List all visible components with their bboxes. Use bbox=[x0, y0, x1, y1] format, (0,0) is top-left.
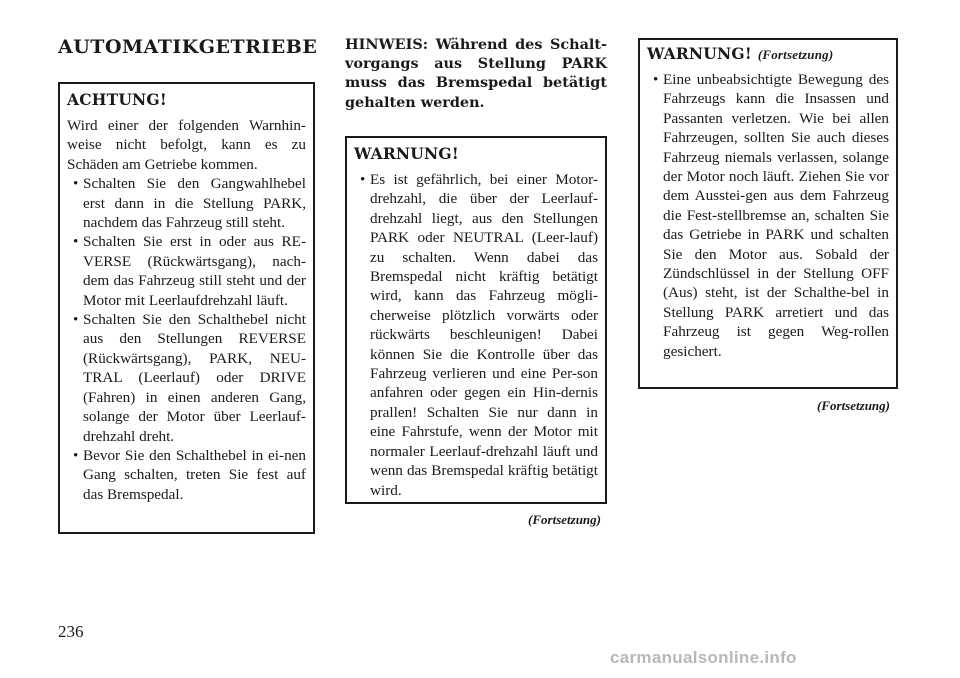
warning-title: WARNUNG! bbox=[354, 144, 459, 163]
caution-box bbox=[58, 82, 315, 534]
continued-note-1: (Fortsetzung) bbox=[528, 512, 601, 527]
list-item: • Es ist gefährlich, bei einer Motor-drehzahl, die über der Leerlauf-drehzahl liegt, aus den Stellungen PARK oder NEUTRAL (Leer-lauf) zu schalten. Wenn dabei das Bremspedal nicht kräftig betätigt wird, kann das Fahrzeug mögli-cherweise plötzlich vorwärts oder rückwärts beschleunigen! Dabei können Sie die Kontrolle über das Fahrzeug verlieren und eine Per-son anfahren oder gegen ein Hin-dernis prallen! Schalten Sie nur dann in eine Fahrstufe, wenn der Motor mit normaler Leerlauf-drehzahl läuft und wenn das Bremspedal kräftig betätigt wird. bbox=[354, 170, 598, 500]
warning-box-1 bbox=[345, 136, 607, 504]
list-item: • Bevor Sie den Schalthebel in ei-nen Gang schalten, treten Sie fest auf das Bremspedal. bbox=[67, 446, 306, 504]
caution-title: ACHTUNG! bbox=[67, 90, 167, 109]
warning-title-suffix: (Fortsetzung) bbox=[757, 47, 834, 62]
warning-box-2 bbox=[638, 38, 898, 389]
list-item: • Schalten Sie den Schalthebel nicht aus den Stellungen REVERSE (Rückwärtsgang), PARK, NEU-TRAL (Leerlauf) oder DRIVE (Fahren) in einen anderen Gang, solange der Motor über Leerlauf-drehzahl dreht. bbox=[67, 310, 306, 446]
list-item: • Schalten Sie den Gangwahlhebel erst dann in die Stellung PARK, nachdem das Fahrzeug still steht. bbox=[67, 174, 306, 232]
continued-note-2: (Fortsetzung) bbox=[817, 398, 890, 413]
page-number: 236 bbox=[58, 622, 84, 641]
warning-title-text: WARNUNG! bbox=[647, 44, 752, 63]
caution-list bbox=[67, 174, 306, 504]
warning-title-continued bbox=[647, 44, 889, 63]
warning-list bbox=[354, 170, 598, 500]
list-item: • Schalten Sie erst in oder aus RE-VERSE (Rückwärtsgang), nach-dem das Fahrzeug still steht und der Motor mit Leerlaufdrehzahl läuft. bbox=[67, 232, 306, 310]
section-title: AUTOMATIKGETRIEBE bbox=[58, 36, 318, 58]
list-item: • Eine unbeabsichtigte Bewegung des Fahrzeugs kann die Insassen und Passanten verletzen. Wie bei allen Fahrzeugen, sollten Sie auch dieses Fahrzeug niemals verlassen, solange der Motor noch läuft. Ziehen Sie vor dem Ausstei-gen aus dem Fahrzeug die Fest-stellbremse an, schalten Sie das Getriebe in PARK und schalten Sie den Motor aus. Sobald der Zündschlüssel in der Stellung OFF (Aus) steht, ist der Schalthe-bel in Stellung PARK arretiert und das Fahrzeug ist gegen Weg-rollen gesichert. bbox=[647, 70, 889, 361]
warning-list-continued bbox=[647, 70, 889, 361]
note-paragraph: HINWEIS: Während des Schalt-vorgangs aus Stellung PARK muss das Bremspedal betätigt gehalten werden. bbox=[345, 36, 607, 111]
watermark: carmanualsonline.info bbox=[610, 648, 797, 667]
caution-intro: Wird einer der folgenden Warnhin-weise nicht befolgt, kann es zu Schäden am Getriebe kommen. bbox=[67, 117, 306, 173]
